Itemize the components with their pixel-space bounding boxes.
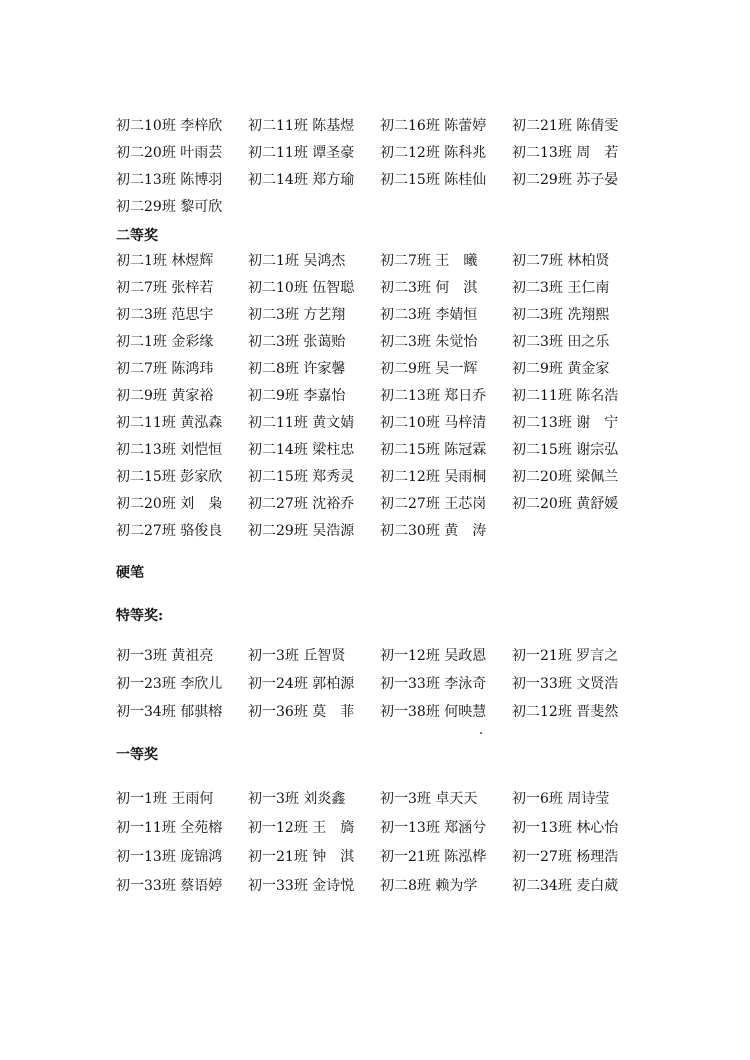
award-entry: 初二29班 黎可欣 — [116, 199, 223, 215]
award-row — [116, 304, 646, 326]
award-entry: 初一1班 王雨何 — [116, 791, 214, 807]
award-entry: 初二3班 张蔼贻 — [248, 334, 346, 350]
award-entry: 初一3班 刘炎鑫 — [248, 791, 346, 807]
award-entry: 初二13班 陈博羽 — [116, 172, 223, 188]
award-entry: 初二1班 林煜辉 — [116, 253, 214, 269]
award-entry: 初二15班 陈冠霖 — [380, 442, 487, 458]
award-entry: 初一12班 吴政恩 — [380, 648, 487, 664]
award-row — [116, 169, 646, 191]
award-row — [116, 142, 646, 164]
award-entry: 初一13班 庞锦鸿 — [116, 849, 223, 865]
award-entry: 初一36班 莫 菲 — [248, 704, 355, 720]
award-entry: 初二11班 黄泓森 — [116, 415, 223, 431]
award-entry: 初一3班 黄祖亮 — [116, 648, 214, 664]
award-row — [116, 493, 646, 515]
award-row — [116, 358, 646, 380]
award-entry: 初二15班 郑秀灵 — [248, 469, 355, 485]
award-entry: 初二7班 张梓若 — [116, 280, 214, 296]
award-entry: 初一33班 金诗悦 — [248, 878, 355, 894]
award-entry: 初二11班 黄文婧 — [248, 415, 355, 431]
award-entry: 初二13班 郑日乔 — [380, 388, 487, 404]
award-row — [116, 385, 646, 407]
award-entry: 初二10班 李梓欣 — [116, 118, 223, 134]
award-entry: 初一33班 李泳奇 — [380, 676, 487, 692]
section-title-special-prize: 特等奖: — [116, 608, 164, 624]
award-entry: 初一21班 钟 淇 — [248, 849, 355, 865]
award-entry: 初二27班 骆俊良 — [116, 523, 223, 539]
scan-speck — [480, 732, 482, 734]
award-entry: 初二9班 黄家裕 — [116, 388, 214, 404]
award-entry: 初二21班 陈倩雯 — [512, 118, 619, 134]
award-entry: 初二3班 冼翔熙 — [512, 307, 610, 323]
award-entry: 初一3班 卓天天 — [380, 791, 478, 807]
award-entry: 初二14班 梁柱忠 — [248, 442, 355, 458]
award-row — [116, 520, 646, 542]
award-entry: 初二1班 吴鸿杰 — [248, 253, 346, 269]
award-entry: 初二10班 马梓清 — [380, 415, 487, 431]
award-entry: 初二9班 李嘉怡 — [248, 388, 346, 404]
award-row — [116, 788, 646, 810]
award-entry: 初二27班 王芯岗 — [380, 496, 487, 512]
award-entry: 初二15班 彭家欣 — [116, 469, 223, 485]
award-entry: 初一11班 全苑榕 — [116, 820, 223, 836]
award-entry: 初一13班 郑涵兮 — [380, 820, 487, 836]
award-entry: 初一13班 林心怡 — [512, 820, 619, 836]
award-row — [116, 701, 646, 723]
award-row — [116, 412, 646, 434]
award-entry: 初二12班 陈科兆 — [380, 145, 487, 161]
award-entry: 初一3班 丘智贤 — [248, 648, 346, 664]
award-row — [116, 645, 646, 667]
award-entry: 初二20班 黄舒媛 — [512, 496, 619, 512]
award-row — [116, 331, 646, 353]
award-row — [116, 196, 646, 218]
award-entry: 初二27班 沈裕乔 — [248, 496, 355, 512]
award-row — [116, 466, 646, 488]
award-entry: 初二8班 许家馨 — [248, 361, 346, 377]
award-entry: 初一27班 杨理浩 — [512, 849, 619, 865]
award-entry: 初二13班 周 若 — [512, 145, 619, 161]
award-entry: 初一6班 周诗莹 — [512, 791, 610, 807]
award-entry: 初二30班 黄 涛 — [380, 523, 487, 539]
award-entry: 初一12班 王 旖 — [248, 820, 355, 836]
award-entry: 初二7班 王 曦 — [380, 253, 478, 269]
award-entry: 初二11班 陈基煜 — [248, 118, 355, 134]
award-entry: 初二1班 金彩缘 — [116, 334, 214, 350]
award-entry: 初二16班 陈蕾婷 — [380, 118, 487, 134]
award-entry: 初二7班 陈鸿玮 — [116, 361, 214, 377]
award-entry: 初二13班 谢 宁 — [512, 415, 619, 431]
award-entry: 初二3班 范思宇 — [116, 307, 214, 323]
award-entry: 初二9班 黄金家 — [512, 361, 610, 377]
award-entry: 初二9班 吴一辉 — [380, 361, 478, 377]
award-entry: 初一34班 郁骐榕 — [116, 704, 223, 720]
award-entry: 初二14班 郑方瑜 — [248, 172, 355, 188]
award-row — [116, 277, 646, 299]
award-entry: 初二15班 谢宗弘 — [512, 442, 619, 458]
award-entry: 初二15班 陈桂仙 — [380, 172, 487, 188]
award-entry: 初二29班 苏子晏 — [512, 172, 619, 188]
award-entry: 初二11班 陈名浩 — [512, 388, 619, 404]
section-title-hard-pen: 硬笔 — [116, 565, 144, 581]
award-row — [116, 673, 646, 695]
award-entry: 初一23班 李欣儿 — [116, 676, 223, 692]
award-entry: 初二12班 吴雨桐 — [380, 469, 487, 485]
award-entry: 初二3班 田之乐 — [512, 334, 610, 350]
award-entry: 初二20班 梁佩兰 — [512, 469, 619, 485]
award-entry: 初二20班 刘 枭 — [116, 496, 223, 512]
award-entry: 初二11班 谭圣豪 — [248, 145, 355, 161]
award-entry: 初二20班 叶雨芸 — [116, 145, 223, 161]
section-title-second-prize: 二等奖 — [116, 228, 158, 244]
award-entry: 初二10班 伍智聪 — [248, 280, 355, 296]
award-entry: 初一38班 何映慧 — [380, 704, 487, 720]
section-title-first-prize: 一等奖 — [116, 747, 158, 763]
award-row — [116, 875, 646, 897]
award-entry: 初一21班 陈泓桦 — [380, 849, 487, 865]
award-entry: 初二3班 方艺翔 — [248, 307, 346, 323]
award-row — [116, 250, 646, 272]
award-row — [116, 439, 646, 461]
award-entry: 初二8班 赖为学 — [380, 878, 478, 894]
award-entry: 初一33班 蔡语婷 — [116, 878, 223, 894]
award-entry: 初二3班 王仁南 — [512, 280, 610, 296]
award-entry: 初二3班 李婧恒 — [380, 307, 478, 323]
award-entry: 初二12班 晋斐然 — [512, 704, 619, 720]
award-entry: 初一24班 郭柏源 — [248, 676, 355, 692]
award-entry: 初一33班 文贤浩 — [512, 676, 619, 692]
award-entry: 初二3班 何 淇 — [380, 280, 478, 296]
award-row — [116, 846, 646, 868]
award-row — [116, 817, 646, 839]
award-entry: 初二13班 刘恺恒 — [116, 442, 223, 458]
award-row — [116, 115, 646, 137]
award-entry: 初二3班 朱觉怡 — [380, 334, 478, 350]
award-entry: 初二7班 林柏贤 — [512, 253, 610, 269]
award-entry: 初二34班 麦白葳 — [512, 878, 619, 894]
award-entry: 初二29班 吴浩源 — [248, 523, 355, 539]
award-entry: 初一21班 罗言之 — [512, 648, 619, 664]
